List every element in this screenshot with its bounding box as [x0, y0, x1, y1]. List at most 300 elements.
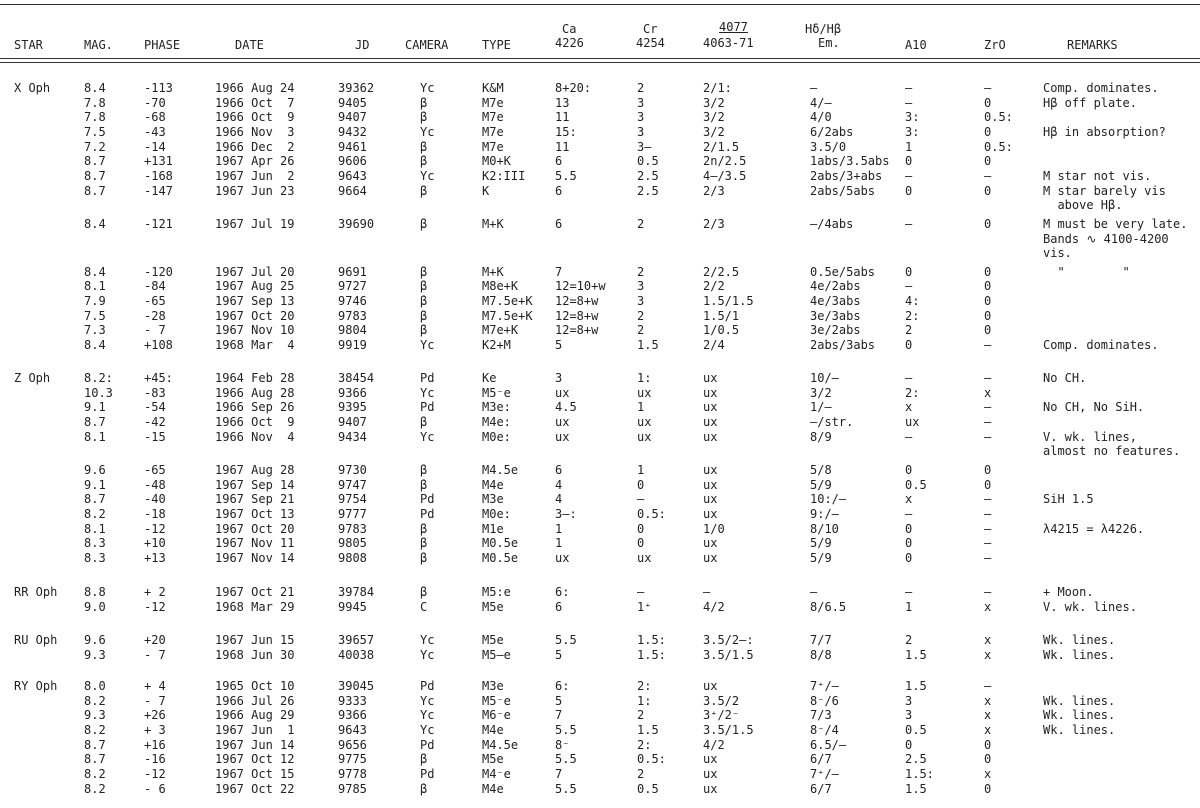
cell-zro: 0: [984, 308, 992, 323]
cell-zro: 0: [984, 95, 992, 110]
cell-jd: 9395: [338, 400, 367, 415]
cell-cr: 2: [637, 323, 645, 338]
cell-mag: 9.6: [84, 633, 106, 647]
cell-ca: 12=8+w: [555, 323, 599, 338]
cell-cr: ux: [637, 385, 652, 400]
cell-date: 1968 Mar 29: [215, 599, 295, 614]
cell-ca: 5: [555, 338, 563, 353]
cell-date: 1967 Jun 23: [215, 183, 295, 198]
cell-a10: 0: [905, 550, 913, 565]
cell-phase: -40: [144, 492, 166, 507]
cell-a10: –: [905, 95, 913, 110]
cell-ratio: 4/2: [703, 737, 725, 752]
cell-cr: 0: [637, 536, 645, 551]
cell-a10: 2:: [905, 385, 920, 400]
cell-mag: 8.2:: [84, 371, 113, 385]
cell-ca: 6: [555, 183, 563, 198]
cell-ca: 12=8+w: [555, 294, 599, 309]
cell-phase: +16: [144, 737, 166, 752]
col-header-phase: PHASE: [144, 38, 181, 52]
cell-mag: 8.3: [84, 536, 106, 551]
cell-zro: –: [984, 506, 992, 521]
cell-camera: β: [420, 139, 428, 154]
cell-mag: 8.7: [84, 737, 106, 752]
cell-ca: 1: [555, 536, 563, 551]
cell-remarks: SiH 1.5: [1043, 492, 1094, 507]
cell-date: 1966 Nov 3: [215, 124, 295, 139]
cell-camera: C: [420, 599, 428, 614]
cell-phase: -65: [144, 294, 166, 309]
cell-remarks: + Moon.: [1043, 585, 1094, 599]
cell-remarks: Comp. dominates.: [1043, 81, 1159, 95]
cell-type: M4e: [482, 477, 504, 492]
cell-type: M5e: [482, 752, 504, 767]
star-name: RU Oph: [14, 633, 58, 647]
cell-phase: -120: [144, 264, 173, 279]
col-header-cr-wavelength: 4254: [636, 36, 665, 50]
cell-zro: –: [984, 81, 992, 95]
cell-camera: Yc: [420, 124, 435, 139]
col-header-hdelta-hbeta: Hδ/Hβ: [805, 22, 842, 36]
cell-date: 1967 Oct 21: [215, 585, 295, 599]
cell-mag: 9.3: [84, 647, 106, 662]
cell-cr: 2: [637, 81, 645, 95]
cell-zro: x: [984, 385, 992, 400]
cell-mag: 8.3: [84, 550, 106, 565]
cell-date: 1966 Nov 4: [215, 429, 295, 444]
cell-ratio: 1.5/1.5: [703, 294, 754, 309]
cell-type: M3e: [482, 679, 504, 693]
cell-jd: 9432: [338, 124, 367, 139]
cell-date: 1965 Oct 10: [215, 679, 295, 693]
cell-jd: 9405: [338, 95, 367, 110]
cell-mag: 8.2: [84, 506, 106, 521]
cell-mag: 8.7: [84, 752, 106, 767]
cell-a10: 0: [905, 462, 913, 477]
cell-type: M0.5e: [482, 550, 519, 565]
cell-jd: 39362: [338, 81, 375, 95]
cell-cr: 1: [637, 462, 645, 477]
cell-hd: 3e/2abs: [810, 323, 861, 338]
cell-ratio: 2/1.5: [703, 139, 740, 154]
cell-mag: 8.1: [84, 521, 106, 536]
cell-ratio: 3/2: [703, 95, 725, 110]
cell-hd: 4e/3abs: [810, 294, 861, 309]
cell-zro: –: [984, 400, 992, 415]
cell-cr: 1⁺: [637, 599, 652, 614]
cell-type: M0+K: [482, 154, 511, 169]
cell-date: 1968 Mar 4: [215, 338, 295, 353]
cell-type: M+K: [482, 264, 504, 279]
cell-ratio: ux: [703, 550, 718, 565]
cell-jd: 38454: [338, 371, 375, 385]
col-header-date: DATE: [235, 38, 264, 52]
col-header-ratio-denominator: 4063-71: [703, 36, 754, 50]
cell-a10: –: [905, 168, 913, 183]
cell-remarks: Bands ∿ 4100-4200: [1043, 231, 1169, 246]
cell-date: 1968 Jun 30: [215, 647, 295, 662]
cell-cr: –: [637, 492, 645, 507]
cell-camera: β: [420, 308, 428, 323]
cell-ratio: ux: [703, 752, 718, 767]
cell-type: M7e+K: [482, 323, 519, 338]
cell-mag: 9.1: [84, 400, 106, 415]
cell-camera: β: [420, 536, 428, 551]
cell-cr: 3–: [637, 139, 652, 154]
cell-date: 1966 Jul 26: [215, 693, 295, 708]
cell-phase: -48: [144, 477, 166, 492]
cell-type: M+K: [482, 216, 504, 231]
cell-camera: Pd: [420, 737, 435, 752]
cell-a10: 2:: [905, 308, 920, 323]
cell-cr: ux: [637, 429, 652, 444]
cell-hd: 5/9: [810, 550, 832, 565]
cell-hd: 6/2abs: [810, 124, 854, 139]
cell-ratio: 2/3: [703, 183, 725, 198]
cell-camera: β: [420, 550, 428, 565]
cell-type: M7e: [482, 95, 504, 110]
cell-hd: 2abs/3+abs: [810, 168, 883, 183]
cell-hd: 4e/2abs: [810, 279, 861, 294]
cell-mag: 7.5: [84, 308, 106, 323]
col-header-zro: ZrO: [984, 38, 1006, 52]
cell-ratio: 2n/2.5: [703, 154, 747, 169]
cell-jd: 39690: [338, 216, 375, 231]
cell-camera: Yc: [420, 633, 435, 647]
cell-ca: 4.5: [555, 400, 577, 415]
cell-camera: β: [420, 752, 428, 767]
cell-a10: 3:: [905, 124, 920, 139]
cell-cr: 2:: [637, 737, 652, 752]
cell-mag: 8.4: [84, 81, 106, 95]
cell-jd: 9785: [338, 781, 367, 796]
cell-phase: -147: [144, 183, 173, 198]
cell-ca: 6: [555, 216, 563, 231]
cell-remarks: λ4215 = λ4226.: [1043, 521, 1145, 536]
cell-cr: 0.5: [637, 781, 659, 796]
cell-hd: 8/9: [810, 429, 832, 444]
header-rule-1: [0, 58, 1200, 59]
cell-a10: –: [905, 371, 913, 385]
cell-phase: -68: [144, 110, 166, 125]
cell-zro: 0: [984, 752, 992, 767]
cell-jd: 9461: [338, 139, 367, 154]
cell-a10: 4:: [905, 294, 920, 309]
cell-phase: - 7: [144, 323, 166, 338]
cell-date: 1967 Oct 15: [215, 766, 295, 781]
cell-zro: –: [984, 679, 992, 693]
cell-phase: -43: [144, 124, 166, 139]
cell-ca: ux: [555, 385, 570, 400]
cell-jd: 9664: [338, 183, 367, 198]
cell-date: 1967 Sep 13: [215, 294, 295, 309]
cell-ca: 4: [555, 492, 563, 507]
cell-ratio: 2/2.5: [703, 264, 740, 279]
cell-mag: 8.7: [84, 414, 106, 429]
cell-jd: 9804: [338, 323, 367, 338]
cell-jd: 9919: [338, 338, 367, 353]
cell-phase: -16: [144, 752, 166, 767]
cell-zro: x: [984, 708, 992, 723]
cell-zro: –: [984, 168, 992, 183]
cell-ca: 7: [555, 264, 563, 279]
cell-type: M4e: [482, 781, 504, 796]
cell-date: 1967 Aug 28: [215, 462, 295, 477]
cell-phase: -28: [144, 308, 166, 323]
cell-date: 1966 Oct 9: [215, 110, 295, 125]
cell-zro: –: [984, 550, 992, 565]
cell-cr: 1.5:: [637, 647, 666, 662]
cell-remarks: Wk. lines.: [1043, 693, 1116, 708]
cell-ratio: ux: [703, 385, 718, 400]
cell-a10: 1.5: [905, 781, 927, 796]
cell-a10: 3: [905, 708, 913, 723]
cell-cr: 1:: [637, 371, 652, 385]
cell-cr: –: [637, 585, 645, 599]
cell-type: M5:e: [482, 585, 511, 599]
cell-phase: -113: [144, 81, 173, 95]
cell-hd: 8/8: [810, 647, 832, 662]
cell-phase: -12: [144, 766, 166, 781]
cell-ratio: ux: [703, 400, 718, 415]
cell-date: 1967 Apr 26: [215, 154, 295, 169]
cell-date: 1967 Nov 14: [215, 550, 295, 565]
cell-type: M7e: [482, 139, 504, 154]
cell-hd: 5/9: [810, 536, 832, 551]
cell-ratio: 3/2: [703, 110, 725, 125]
cell-ca: 15:: [555, 124, 577, 139]
cell-date: 1967 Sep 21: [215, 492, 295, 507]
cell-zro: 0.5:: [984, 139, 1013, 154]
cell-ca: 5.5: [555, 168, 577, 183]
cell-a10: 0: [905, 264, 913, 279]
cell-zro: 0: [984, 737, 992, 752]
cell-a10: –: [905, 585, 913, 599]
cell-hd: 2abs/5abs: [810, 183, 876, 198]
cell-jd: 9656: [338, 737, 367, 752]
cell-date: 1966 Oct 9: [215, 414, 295, 429]
cell-camera: Pd: [420, 766, 435, 781]
cell-ca: 5: [555, 647, 563, 662]
cell-a10: 3: [905, 693, 913, 708]
col-header-camera: CAMERA: [405, 38, 449, 52]
cell-a10: 0: [905, 536, 913, 551]
cell-hd: –: [810, 585, 818, 599]
cell-cr: 0.5:: [637, 506, 666, 521]
cell-type: M7.5e+K: [482, 294, 533, 309]
cell-ratio: 3.5/1.5: [703, 722, 754, 737]
cell-remarks: Hβ in absorption?: [1043, 124, 1166, 139]
cell-a10: 3:: [905, 110, 920, 125]
cell-camera: Yc: [420, 693, 435, 708]
col-header-jd: JD: [355, 38, 370, 52]
cell-hd: 3/2: [810, 385, 832, 400]
cell-a10: –: [905, 279, 913, 294]
cell-cr: 3: [637, 294, 645, 309]
cell-camera: Pd: [420, 400, 435, 415]
cell-camera: β: [420, 279, 428, 294]
cell-zro: –: [984, 585, 992, 599]
cell-mag: 8.7: [84, 154, 106, 169]
cell-mag: 8.1: [84, 279, 106, 294]
cell-ca: 6:: [555, 679, 570, 693]
cell-ratio: 4–/3.5: [703, 168, 747, 183]
cell-type: M1e: [482, 521, 504, 536]
cell-date: 1967 Nov 10: [215, 323, 295, 338]
cell-type: M0e:: [482, 429, 511, 444]
cell-camera: β: [420, 477, 428, 492]
cell-ca: 12=8+w: [555, 308, 599, 323]
cell-ca: 8+20:: [555, 81, 592, 95]
cell-a10: 2: [905, 633, 913, 647]
cell-date: 1967 Oct 13: [215, 506, 295, 521]
star-name: X Oph: [14, 81, 51, 95]
cell-phase: +108: [144, 338, 173, 353]
cell-jd: 40038: [338, 647, 375, 662]
cell-camera: Yc: [420, 385, 435, 400]
cell-jd: 9945: [338, 599, 367, 614]
cell-zro: 0: [984, 294, 992, 309]
cell-hd: 6/7: [810, 781, 832, 796]
cell-date: 1967 Jun 15: [215, 633, 295, 647]
cell-hd: 8⁻/4: [810, 722, 839, 737]
cell-date: 1967 Jun 14: [215, 737, 295, 752]
cell-camera: Yc: [420, 429, 435, 444]
cell-mag: 8.8: [84, 585, 106, 599]
cell-hd: –/str.: [810, 414, 854, 429]
star-name: RY Oph: [14, 679, 58, 693]
cell-date: 1966 Oct 7: [215, 95, 295, 110]
cell-ratio: ux: [703, 536, 718, 551]
cell-mag: 8.0: [84, 679, 106, 693]
cell-date: 1967 Oct 20: [215, 521, 295, 536]
cell-zro: –: [984, 371, 992, 385]
cell-type: M7.5e+K: [482, 308, 533, 323]
cell-date: 1967 Jul 20: [215, 264, 295, 279]
col-header-ca-element: Ca: [562, 22, 577, 36]
cell-cr: 2: [637, 264, 645, 279]
cell-remarks: above Hβ.: [1043, 198, 1123, 213]
cell-ratio: 3.5/2–:: [703, 633, 754, 647]
cell-jd: 9808: [338, 550, 367, 565]
cell-phase: -65: [144, 462, 166, 477]
cell-ratio: ux: [703, 766, 718, 781]
cell-zro: 0: [984, 477, 992, 492]
cell-remarks: Wk. lines.: [1043, 647, 1116, 662]
cell-type: M5e: [482, 633, 504, 647]
cell-remarks: Wk. lines.: [1043, 722, 1116, 737]
cell-ca: 5: [555, 693, 563, 708]
cell-mag: 8.7: [84, 183, 106, 198]
cell-hd: 2abs/3abs: [810, 338, 876, 353]
cell-zro: 0: [984, 154, 992, 169]
cell-type: K: [482, 183, 490, 198]
cell-remarks: M star barely vis: [1043, 183, 1166, 198]
cell-ca: 1: [555, 521, 563, 536]
cell-ca: 13: [555, 95, 570, 110]
cell-mag: 8.1: [84, 429, 106, 444]
cell-a10: 1.5:: [905, 766, 934, 781]
cell-jd: 9407: [338, 110, 367, 125]
cell-ratio: ux: [703, 477, 718, 492]
cell-camera: Yc: [420, 81, 435, 95]
cell-phase: +20: [144, 633, 166, 647]
cell-type: M8e+K: [482, 279, 519, 294]
col-header-cr-element: Cr: [643, 22, 658, 36]
cell-mag: 8.2: [84, 693, 106, 708]
cell-zro: 0.5:: [984, 110, 1013, 125]
cell-date: 1966 Sep 26: [215, 400, 295, 415]
cell-phase: +131: [144, 154, 173, 169]
cell-jd: 39045: [338, 679, 375, 693]
cell-camera: β: [420, 781, 428, 796]
cell-ratio: 2/2: [703, 279, 725, 294]
cell-camera: β: [420, 414, 428, 429]
cell-cr: 0: [637, 477, 645, 492]
cell-date: 1967 Jun 1: [215, 722, 295, 737]
cell-ratio: ux: [703, 371, 718, 385]
cell-zro: 0: [984, 279, 992, 294]
cell-ratio: –: [703, 585, 711, 599]
cell-date: 1967 Jul 19: [215, 216, 295, 231]
cell-a10: 0: [905, 521, 913, 536]
cell-hd: 10/–: [810, 371, 839, 385]
cell-jd: 39784: [338, 585, 375, 599]
cell-ca: 7: [555, 708, 563, 723]
cell-jd: 9333: [338, 693, 367, 708]
cell-a10: ux: [905, 414, 920, 429]
cell-type: M4e:: [482, 414, 511, 429]
cell-a10: –: [905, 81, 913, 95]
cell-ca: 5.5: [555, 633, 577, 647]
cell-remarks: V. wk. lines,: [1043, 429, 1137, 444]
cell-phase: +26: [144, 708, 166, 723]
col-header-star: STAR: [14, 38, 43, 52]
cell-zro: –: [984, 492, 992, 507]
cell-mag: 8.4: [84, 264, 106, 279]
cell-cr: ux: [637, 550, 652, 565]
cell-hd: 8/10: [810, 521, 839, 536]
cell-hd: 6.5/–: [810, 737, 847, 752]
cell-mag: 8.2: [84, 722, 106, 737]
cell-mag: 7.3: [84, 323, 106, 338]
cell-a10: x: [905, 492, 913, 507]
cell-ca: ux: [555, 429, 570, 444]
cell-remarks: Comp. dominates.: [1043, 338, 1159, 353]
cell-hd: 7/7: [810, 633, 832, 647]
cell-phase: -83: [144, 385, 166, 400]
cell-zro: x: [984, 599, 992, 614]
cell-hd: 4/–: [810, 95, 832, 110]
cell-jd: 9783: [338, 521, 367, 536]
cell-mag: 9.6: [84, 462, 106, 477]
cell-mag: 8.2: [84, 781, 106, 796]
cell-type: M4.5e: [482, 462, 519, 477]
cell-camera: Pd: [420, 492, 435, 507]
cell-zro: –: [984, 521, 992, 536]
cell-a10: –: [905, 216, 913, 231]
cell-camera: β: [420, 264, 428, 279]
cell-type: M4⁻e: [482, 766, 511, 781]
cell-ca: 5.5: [555, 722, 577, 737]
cell-hd: 8/6.5: [810, 599, 847, 614]
cell-remarks: M must be very late.: [1043, 216, 1188, 231]
cell-remarks: No CH.: [1043, 371, 1087, 385]
cell-ca: 5.5: [555, 781, 577, 796]
cell-zro: 0: [984, 781, 992, 796]
cell-ca: 6: [555, 154, 563, 169]
cell-camera: β: [420, 585, 428, 599]
